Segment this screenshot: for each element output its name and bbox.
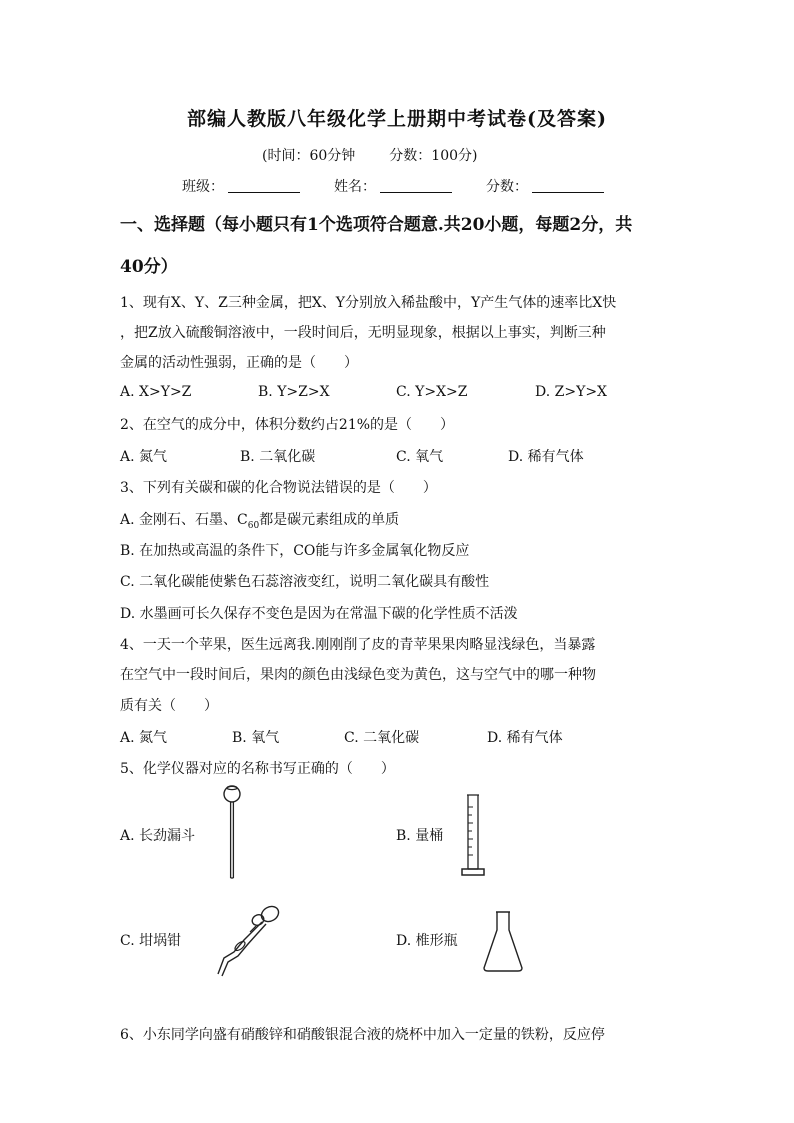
conical-flask-icon [481, 908, 525, 974]
exam-meta [262, 145, 511, 165]
q5-option-c: C. 坩埚钳 [120, 933, 182, 949]
student-info [182, 176, 638, 196]
q1-option-c: C. Y>X>Z [396, 384, 468, 400]
q2-stem: 2、在空气的成分中，体积分数约占21%的是（ ） [120, 417, 455, 433]
q4-option-c: C. 二氧化碳 [344, 730, 420, 746]
q5-stem: 5、化学仪器对应的名称书写正确的（ ） [120, 761, 395, 777]
q5-option-b: B. 量桶 [396, 828, 444, 844]
q4-line: 4、一天一个苹果，医生远离我.刚刚削了皮的青苹果果肉略显浅绿色，当暴露 [120, 637, 596, 653]
q2-option-c: C. 氧气 [396, 449, 444, 465]
q1-line: 1、现有X、Y、Z三种金属，把X、Y分别放入稀盐酸中，Y产生气体的速率比X快 [120, 295, 617, 311]
q4-option-a: A. 氮气 [120, 730, 168, 746]
section-heading: 一、选择题（每小题只有1个选项符合题意.共20小题，每题2分，共 [120, 215, 633, 235]
q3-option-b: B. 在加热或高温的条件下，CO能与许多金属氧化物反应 [120, 543, 470, 559]
section-heading-cont: 40分） [120, 257, 178, 277]
q3-option-a: A. 金刚石、石墨、$C_{60}$都是碳元素组成的单质 [120, 512, 400, 531]
time-limit: (时间：60分钟 [262, 148, 356, 164]
q2-option-d: D. 稀有气体 [508, 449, 584, 465]
q3-option-d: D. 水墨画可长久保存不变色是因为在常温下碳的化学性质不活泼 [120, 606, 518, 622]
q4-line: 质有关（ ） [120, 698, 218, 714]
graduated-cylinder-icon [458, 793, 488, 881]
q4-option-b: B. 氧气 [232, 730, 280, 746]
q2-option-a: A. 氮气 [120, 449, 168, 465]
q2-option-b: B. 二氧化碳 [240, 449, 316, 465]
q3-stem: 3、下列有关碳和碳的化合物说法错误的是（ ） [120, 480, 437, 496]
q1-option-b: B. Y>Z>X [258, 384, 330, 400]
crucible-tongs-icon [210, 900, 286, 980]
q1-line: ，把Z放入硫酸铜溶液中，一段时间后，无明显现象，根据以上事实，判断三种 [120, 325, 606, 341]
long-neck-funnel-icon [218, 784, 248, 882]
class-blank [228, 178, 300, 193]
q5-option-a: A. 长劲漏斗 [120, 828, 196, 844]
q4-line: 在空气中一段时间后，果肉的颜色由浅绿色变为黄色，这与空气中的哪一种物 [120, 667, 596, 683]
total-score: 分数：100分) [389, 148, 478, 164]
q3-option-c: C. 二氧化碳能使紫色石蕊溶液变红，说明二氧化碳具有酸性 [120, 574, 490, 590]
q1-option-a: A. X>Y>Z [120, 384, 192, 400]
name-blank [380, 178, 452, 193]
q6-stem: 6、小东同学向盛有硝酸锌和硝酸银混合液的烧杯中加入一定量的铁粉，反应停 [120, 1027, 605, 1043]
page-title: 部编人教版八年级化学上册期中考试卷(及答案) [187, 108, 607, 130]
name-label: 姓名： [334, 179, 376, 195]
q1-option-d: D. Z>Y>X [535, 384, 608, 400]
score-label: 分数： [486, 179, 528, 195]
q4-option-d: D. 稀有气体 [487, 730, 563, 746]
score-blank [532, 178, 604, 193]
class-label: 班级： [182, 179, 224, 195]
q5-option-d: D. 椎形瓶 [396, 933, 458, 949]
q1-line: 金属的活动性强弱，正确的是（ ） [120, 355, 358, 371]
